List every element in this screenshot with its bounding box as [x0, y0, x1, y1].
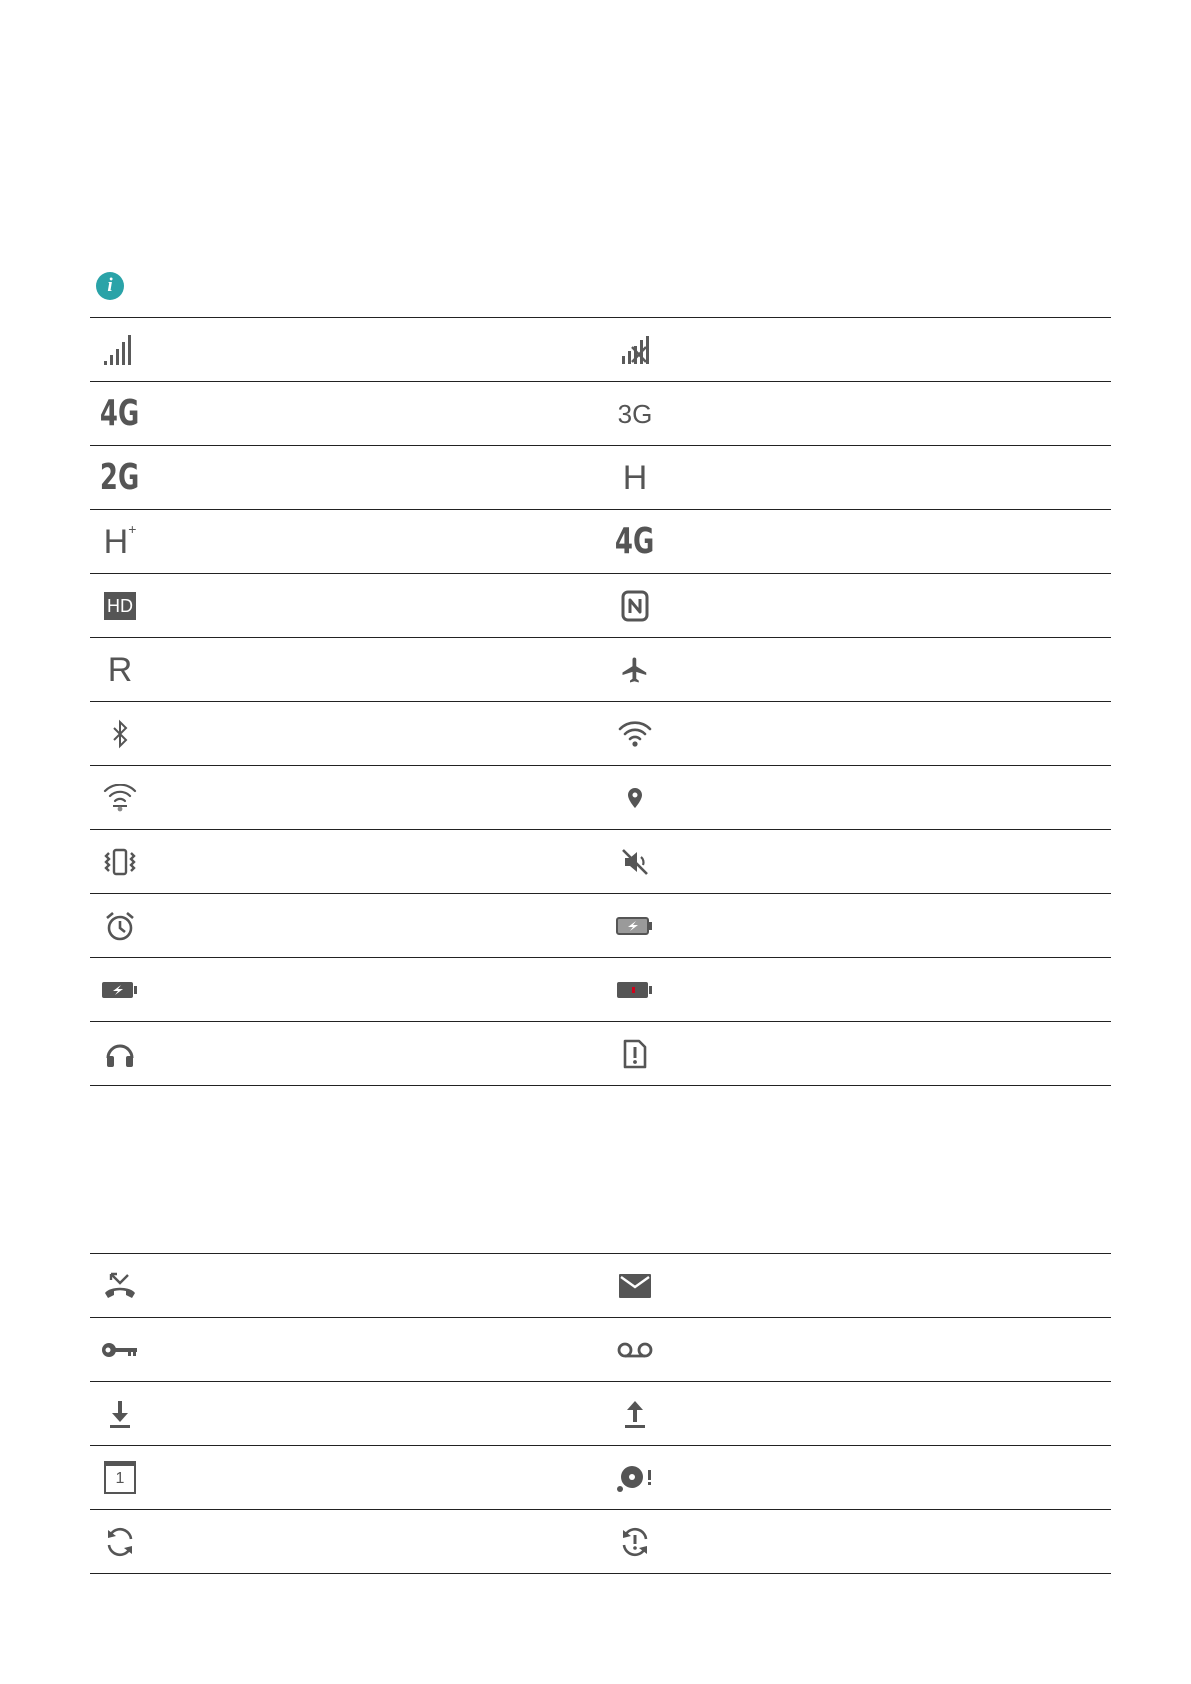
- table-row: [90, 1509, 1111, 1574]
- sync-icon: [90, 1510, 150, 1573]
- calendar-event-icon: 1: [90, 1446, 150, 1509]
- table-row: [90, 957, 1111, 1021]
- table-row: [90, 1381, 1111, 1445]
- vibrate-mode-icon: [90, 830, 150, 893]
- table-row: [90, 381, 1111, 445]
- table-row: [90, 829, 1111, 893]
- table-row: [90, 509, 1111, 573]
- notification-icons-table: [90, 1253, 1111, 1574]
- table-row: [90, 1021, 1111, 1086]
- storage-full-icon: [605, 1446, 665, 1509]
- alarm-icon: [90, 894, 150, 957]
- sync-error-icon: [605, 1510, 665, 1573]
- table-row: [90, 1317, 1111, 1381]
- wifi-hotspot-icon: [90, 766, 150, 829]
- table-row: [90, 701, 1111, 765]
- battery-low-icon: [605, 958, 665, 1021]
- bluetooth-icon: [90, 702, 150, 765]
- table-row: [90, 1445, 1111, 1509]
- airplane-mode-icon: [605, 638, 665, 701]
- table-row: [90, 317, 1111, 381]
- signal-strength-icon: [90, 318, 150, 381]
- nfc-icon: [605, 574, 665, 637]
- location-icon: [605, 766, 665, 829]
- 3g-network-icon: 3G: [617, 398, 653, 429]
- hspa-plus-network-icon: H +: [103, 521, 137, 561]
- no-signal-icon: [605, 318, 665, 381]
- missed-call-icon: [90, 1254, 150, 1317]
- download-icon: [90, 1382, 150, 1445]
- volte-hd-icon: HD: [90, 574, 150, 637]
- headset-icon: [90, 1022, 150, 1085]
- table-row: [90, 445, 1111, 509]
- 2g-network-icon: 2G: [100, 456, 140, 498]
- battery-charging-icon: [90, 958, 150, 1021]
- power-saving-charging-icon: [605, 894, 665, 957]
- silent-mode-icon: [605, 830, 665, 893]
- no-sim-card-icon: [605, 1022, 665, 1085]
- vpn-key-icon: [90, 1318, 150, 1381]
- hspa-network-icon: H: [622, 458, 648, 497]
- table-row: [90, 893, 1111, 957]
- 4g-plus-network-icon: 4G: [615, 520, 655, 562]
- 4g-network-icon: 4G: [100, 392, 140, 434]
- status-icons-table: [90, 317, 1111, 1086]
- wifi-icon: [605, 702, 665, 765]
- roaming-icon: R: [107, 650, 133, 689]
- email-icon: [605, 1254, 665, 1317]
- table-row: [90, 573, 1111, 637]
- info-note-icon: i: [96, 272, 124, 300]
- table-row: [90, 1253, 1111, 1317]
- table-row: [90, 637, 1111, 701]
- voicemail-icon: [605, 1318, 665, 1381]
- upload-icon: [605, 1382, 665, 1445]
- table-row: [90, 765, 1111, 829]
